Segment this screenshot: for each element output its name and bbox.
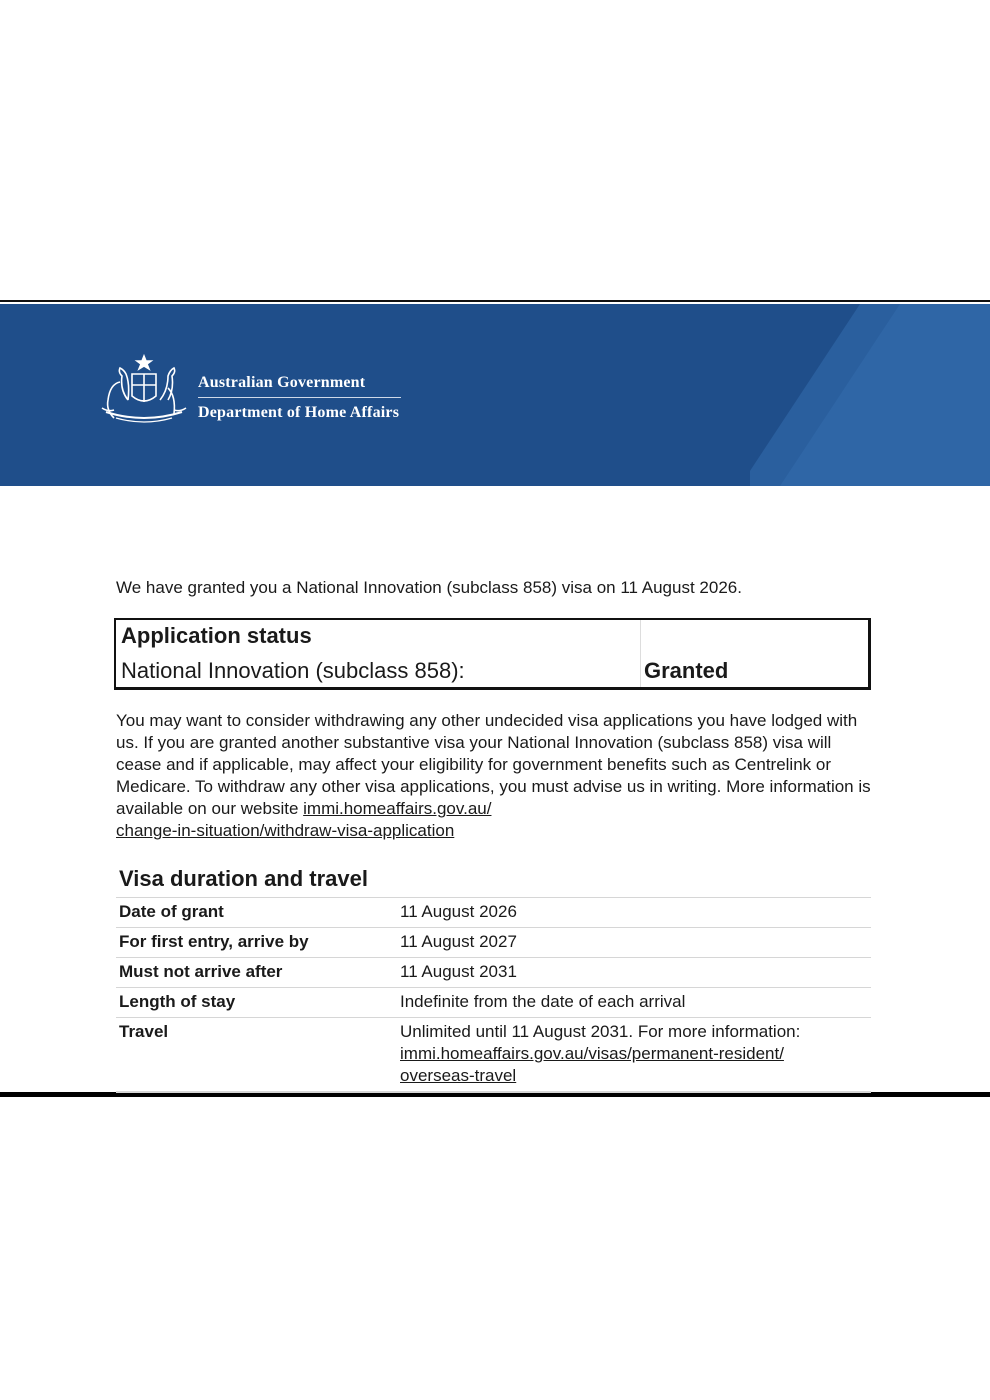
row-value: 11 August 2027: [397, 928, 871, 958]
table-row: [116, 988, 871, 1018]
visa-duration-table: [116, 897, 871, 1093]
row-label: Travel: [116, 1018, 397, 1093]
row-value: 11 August 2026: [397, 898, 871, 928]
notice-text: You may want to consider withdrawing any other undecided visa applications you have lodged with us. If you are granted another substantive visa your National Innovation (subclass 858) visa will cease and if applicable, may affect your eligibility for government benefits such as Centrelink or Medicare. To withdraw any other visa applications, you must advise us in writing. More information is available on our website: [116, 711, 871, 818]
government-name: Australian Government: [198, 374, 366, 391]
commonwealth-coat-of-arms-icon: [96, 352, 192, 430]
row-label: Must not arrive after: [116, 958, 397, 988]
row-label: For first entry, arrive by: [116, 928, 397, 958]
travel-link-line1: immi.homeaffairs.gov.au/visas/permanent-resident/: [400, 1044, 784, 1063]
row-value: Indefinite from the date of each arrival: [397, 988, 871, 1018]
table-row: [116, 958, 871, 988]
grant-intro-text: We have granted you a National Innovation (subclass 858) visa on 11 August 2026.: [116, 578, 742, 597]
row-label: Date of grant: [116, 898, 397, 928]
visa-duration-title: Visa duration and travel: [119, 866, 369, 891]
table-row: [116, 898, 871, 928]
travel-text: Unlimited until 11 August 2031. For more information:: [400, 1022, 801, 1041]
withdraw-link-line2: change-in-situation/withdraw-visa-application: [116, 821, 455, 840]
withdraw-notice: [116, 710, 876, 842]
header-banner: [0, 304, 990, 486]
row-value: [397, 1018, 871, 1093]
travel-link-line2: overseas-travel: [400, 1066, 517, 1085]
row-label: Length of stay: [116, 988, 397, 1018]
application-status-box: [114, 618, 871, 690]
department-name: Department of Home Affairs: [198, 404, 400, 421]
withdraw-link-line1: immi.homeaffairs.gov.au/: [303, 799, 492, 818]
header-divider: [198, 397, 401, 398]
table-row: [116, 1018, 871, 1093]
banner-stripe-decoration: [750, 304, 990, 486]
status-title: Application status: [121, 623, 312, 648]
status-visa-label: National Innovation (subclass 858):: [121, 658, 465, 683]
table-row: [116, 928, 871, 958]
overseas-travel-link[interactable]: [400, 1044, 784, 1085]
visa-grant-document: [0, 300, 990, 1097]
status-badge: Granted: [644, 658, 729, 683]
status-divider: [640, 620, 641, 687]
row-value: 11 August 2031: [397, 958, 871, 988]
